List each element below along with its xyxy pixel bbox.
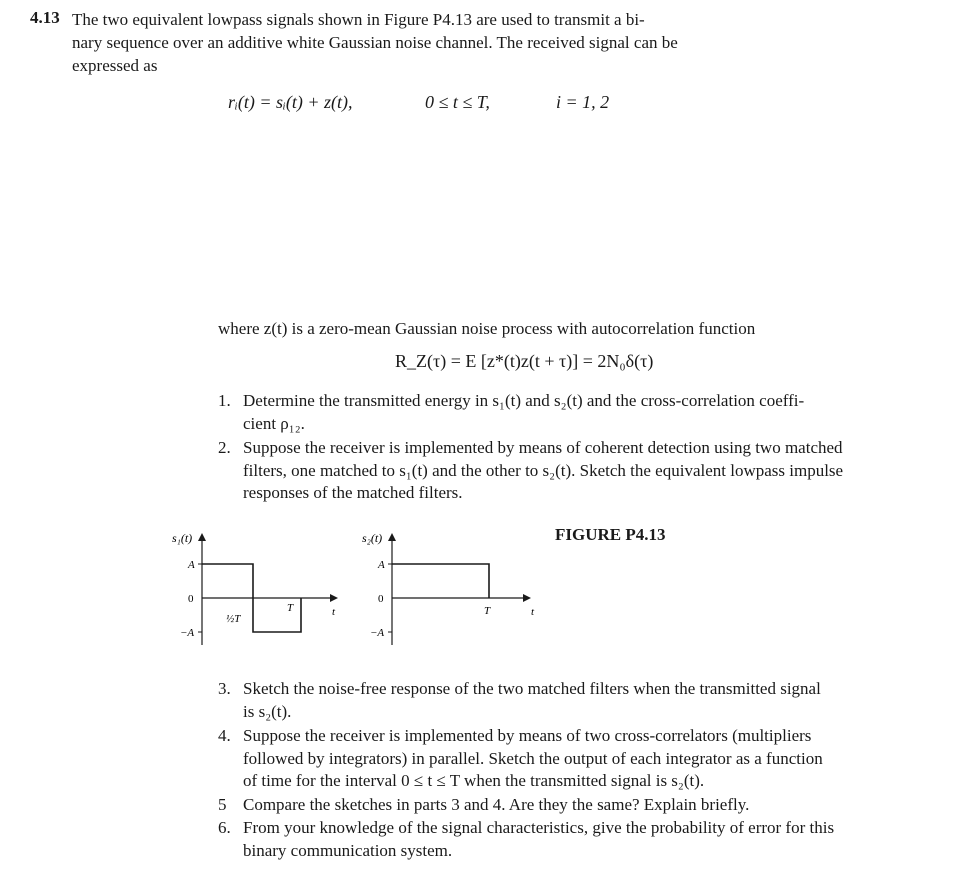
- item-line: Sketch the noise-free response of the two matched filters when the transmitted signal: [243, 679, 821, 698]
- problem-number: 4.13: [30, 8, 60, 27]
- tick-label-zero: 0: [378, 593, 384, 605]
- half-t-label: ½T: [226, 613, 241, 625]
- item-line: filters, one matched to s₁(t) and the other to s₂(t). Sketch the equivalent lowpass impulse: [243, 460, 844, 480]
- s2-ylabel: s₂(t): [362, 531, 383, 545]
- signal-index: i = 1, 2: [556, 92, 610, 112]
- list-item: [218, 390, 928, 438]
- figure-s1-plot: [160, 520, 350, 660]
- noise-description: where z(t) is a zero-mean Gaussian noise process with autocorrelation function: [218, 319, 756, 338]
- item-number: 5: [218, 795, 227, 814]
- item-number: 6.: [218, 818, 231, 837]
- figure-s2-plot: [355, 520, 555, 660]
- list-item: [218, 678, 928, 724]
- received-signal-equation: rᵢ(t) = sᵢ(t) + z(t),: [228, 92, 353, 112]
- intro-line: expressed as: [72, 56, 158, 75]
- item-line: Suppose the receiver is implemented by means of coherent detection using two matched: [243, 438, 843, 457]
- list-item: [218, 817, 928, 863]
- list-item: [218, 437, 928, 507]
- y-axis-arrow: [198, 533, 206, 541]
- time-range: 0 ≤ t ≤ T,: [425, 92, 490, 112]
- t-label: T: [287, 602, 294, 614]
- autocorrelation-equation: R_Z(τ) = E [z*(t)z(t + τ)] = 2N₀δ(τ): [395, 351, 654, 371]
- item-number: 2.: [218, 438, 231, 457]
- list-item: [218, 794, 928, 818]
- item-line: cient ρ₁₂.: [243, 413, 305, 433]
- t-axis-label: t: [332, 606, 336, 618]
- item-line: binary communication system.: [243, 840, 453, 860]
- x-axis-arrow: [523, 594, 531, 602]
- item-line: Determine the transmitted energy in s₁(t) and s₂(t) and the cross-correlation coeffi-: [243, 391, 805, 410]
- figure-caption: FIGURE P4.13: [555, 525, 666, 544]
- list-item: [218, 725, 928, 793]
- item-number: 4.: [218, 726, 231, 745]
- item-line: responses of the matched filters.: [243, 483, 463, 502]
- tick-label-a: A: [188, 559, 195, 571]
- t-label: T: [484, 605, 491, 617]
- t-axis-label: t: [531, 606, 535, 618]
- item-number: 3.: [218, 679, 231, 698]
- tick-label-neg-a: −A: [180, 627, 195, 639]
- item-line: is s₂(t).: [243, 701, 292, 721]
- item-line: of time for the interval 0 ≤ t ≤ T when the transmitted signal is s₂(t).: [243, 771, 705, 790]
- tick-label-zero: 0: [188, 593, 194, 605]
- item-line: Suppose the receiver is implemented by means of two cross-correlators (multipliers: [243, 726, 812, 745]
- x-axis-arrow: [330, 594, 338, 602]
- intro-line: nary sequence over an additive white Gaussian noise channel. The received signal can be: [72, 33, 678, 52]
- item-line: From your knowledge of the signal characteristics, give the probability of error for this: [243, 818, 835, 837]
- y-axis-arrow: [388, 533, 396, 541]
- problem-intro: [72, 8, 782, 77]
- tick-label-a: A: [378, 559, 385, 571]
- s1-ylabel: s₁(t): [172, 531, 193, 545]
- item-number: 1.: [218, 391, 231, 410]
- item-line: Compare the sketches in parts 3 and 4. Are they the same? Explain briefly.: [243, 795, 750, 814]
- intro-line: The two equivalent lowpass signals shown in Figure P4.13 are used to transmit a bi-: [72, 10, 645, 29]
- tick-label-neg-a: −A: [370, 627, 385, 639]
- item-line: followed by integrators) in parallel. Sketch the output of each integrator as a function: [243, 748, 823, 768]
- s2-waveform: [392, 564, 489, 598]
